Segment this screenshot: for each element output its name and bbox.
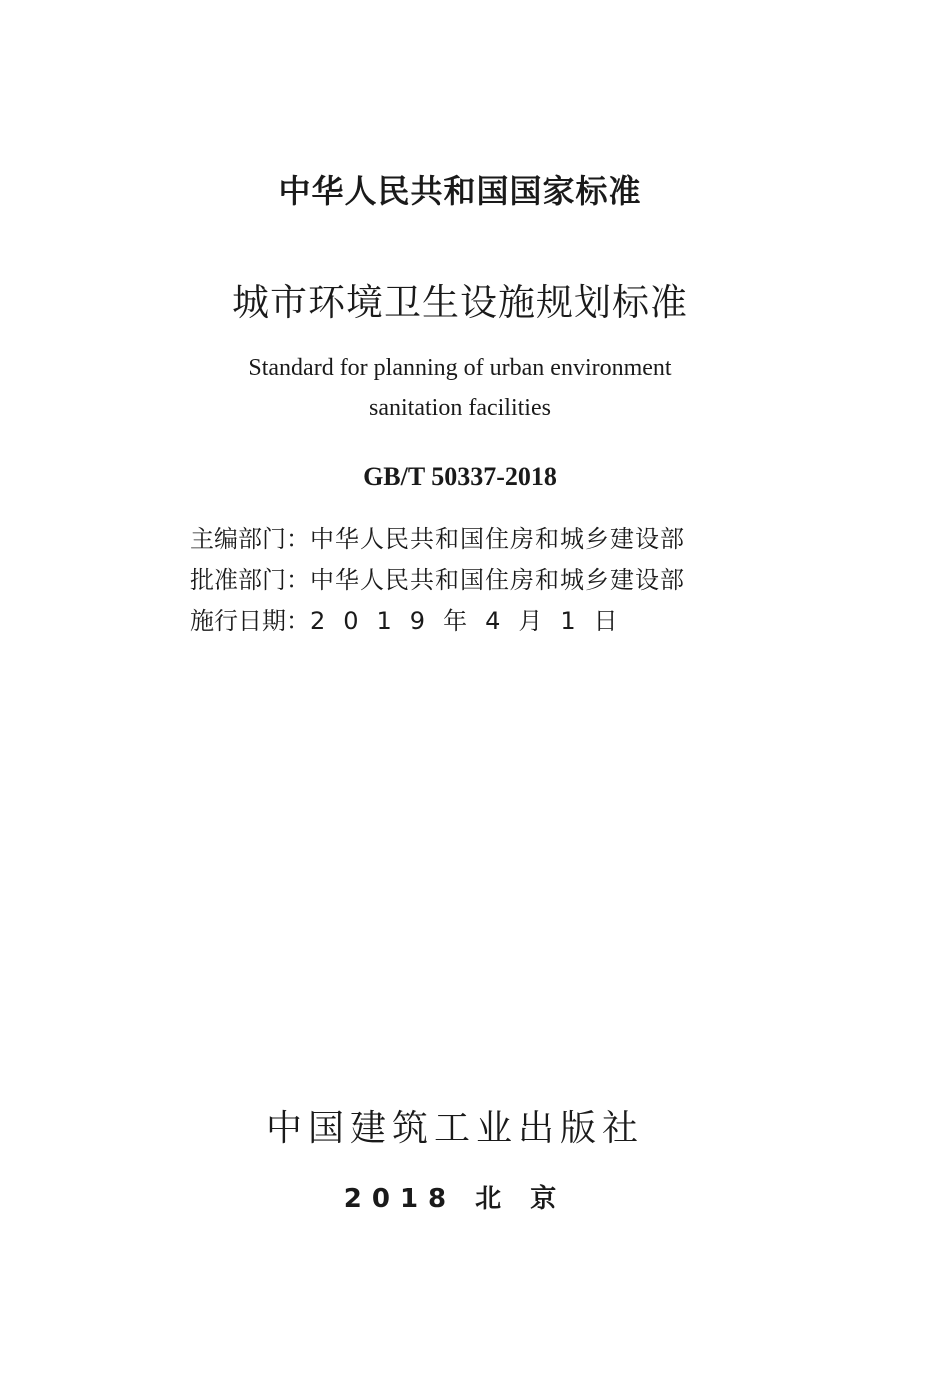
standard-title-english-line-2: sanitation facilities [369,395,551,421]
standard-details [190,519,750,642]
detail-row-editing-department [190,519,750,560]
detail-label: 批准部门： [190,566,310,594]
standard-number: GB/T 50337-2018 [363,462,557,491]
detail-row-effective-date [190,601,750,642]
publication-year-place: 2018 北 京 [343,1184,567,1214]
detail-value: 2019年4月1日 [310,607,636,635]
detail-label: 主编部门： [190,525,310,553]
detail-value: 中华人民共和国住房和城乡建设部 [310,525,685,553]
publisher-name: 中国建筑工业出版社 [265,1108,644,1149]
detail-row-approving-department [190,560,750,601]
standard-title-english-line-1: Standard for planning of urban environment [248,355,672,381]
series-title: 中华人民共和国国家标准 [278,172,642,210]
detail-value: 中华人民共和国住房和城乡建设部 [310,566,685,594]
standard-title-chinese: 城市环境卫生设施规划标准 [232,281,688,324]
detail-label: 施行日期： [190,607,310,635]
